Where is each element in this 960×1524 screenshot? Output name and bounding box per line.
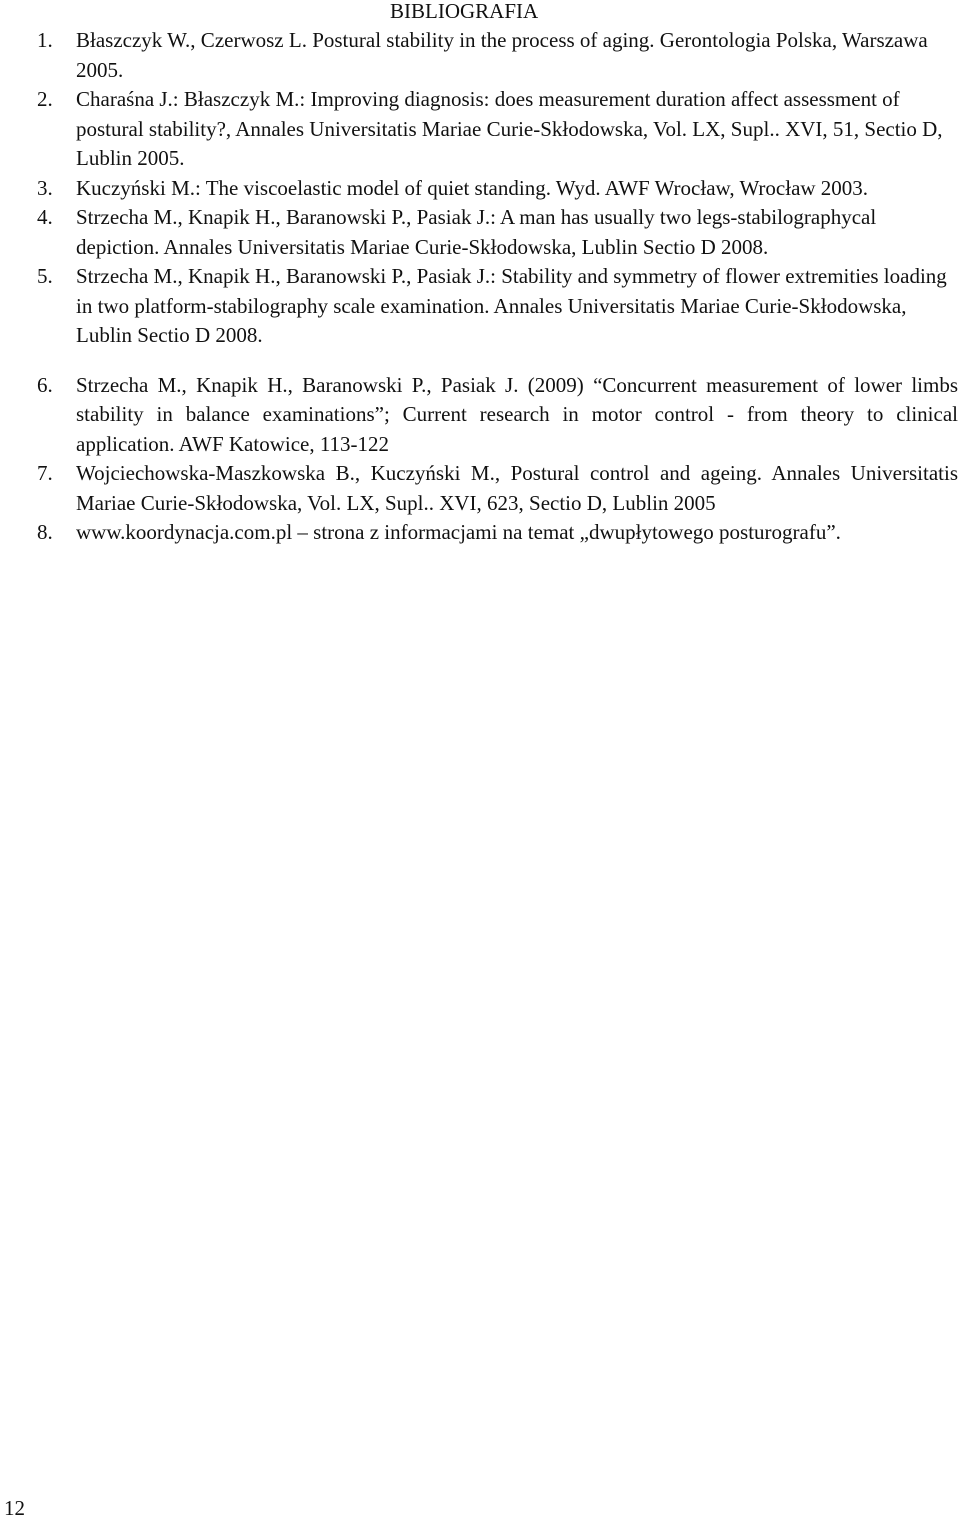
reference-item <box>0 262 960 351</box>
reference-text: Charaśna J.: Błaszczyk M.: Improving diagnosis: does measurement duration affect assessment of postural stability?, Annales Universitatis Mariae Curie-Skłodowska, Vol. LX, Supl.. XVI, 51, Sectio D, Lublin 2005. <box>76 87 943 170</box>
reference-text: Strzecha M., Knapik H., Baranowski P., Pasiak J.: Stability and symmetry of flower extremities loading in two platform-stabilography scale examination. Annales Universitatis Mariae Curie-Skłodowska, Lublin Sectio D 2008. <box>76 264 947 347</box>
reference-text: Kuczyński M.: The viscoelastic model of quiet standing. Wyd. AWF Wrocław, Wrocław 2003. <box>76 175 869 200</box>
reference-text: Błaszczyk W., Czerwosz L. Postural stability in the process of aging. Gerontologia Polska, Warszawa 2005. <box>76 28 928 82</box>
reference-item <box>0 371 960 460</box>
reference-item <box>0 203 960 262</box>
reference-number: 2. <box>37 87 53 111</box>
reference-number: 6. <box>37 372 53 397</box>
reference-text: Strzecha M., Knapik H., Baranowski P., Pasiak J. (2009) “Concurrent measurement of lower limbs stability in balance examinations”; Current research in motor control - from theory to clinical application. AWF Katowice, 113-122 <box>76 372 958 456</box>
reference-item <box>0 459 960 518</box>
reference-number: 7. <box>37 461 53 485</box>
reference-item <box>0 85 960 174</box>
reference-item <box>0 174 960 204</box>
bibliography-heading: BIBLIOGRAFIA <box>390 0 539 23</box>
reference-number: 1. <box>37 28 53 52</box>
reference-number: 4. <box>37 205 53 229</box>
reference-text: Strzecha M., Knapik H., Baranowski P., Pasiak J.: A man has usually two legs-stabilographycal depiction. Annales Universitatis Mariae Curie-Skłodowska, Lublin Sectio D 2008. <box>76 205 877 259</box>
reference-text: Wojciechowska-Maszkowska B., Kuczyński M., Postural control and ageing. Annales Universitatis Mariae Curie-Skłodowska, Vol. LX, Supl.. XVI, 623, Sectio D, Lublin 2005 <box>76 461 958 515</box>
reference-number: 8. <box>37 520 53 544</box>
reference-list <box>0 26 960 548</box>
reference-number: 5. <box>37 264 53 288</box>
page-number: 12 <box>4 1496 25 1520</box>
reference-item <box>0 26 960 85</box>
reference-number: 3. <box>37 175 53 200</box>
reference-text: www.koordynacja.com.pl – strona z informacjami na temat „dwupłytowego posturografu”. <box>76 520 841 544</box>
reference-item <box>0 518 960 548</box>
